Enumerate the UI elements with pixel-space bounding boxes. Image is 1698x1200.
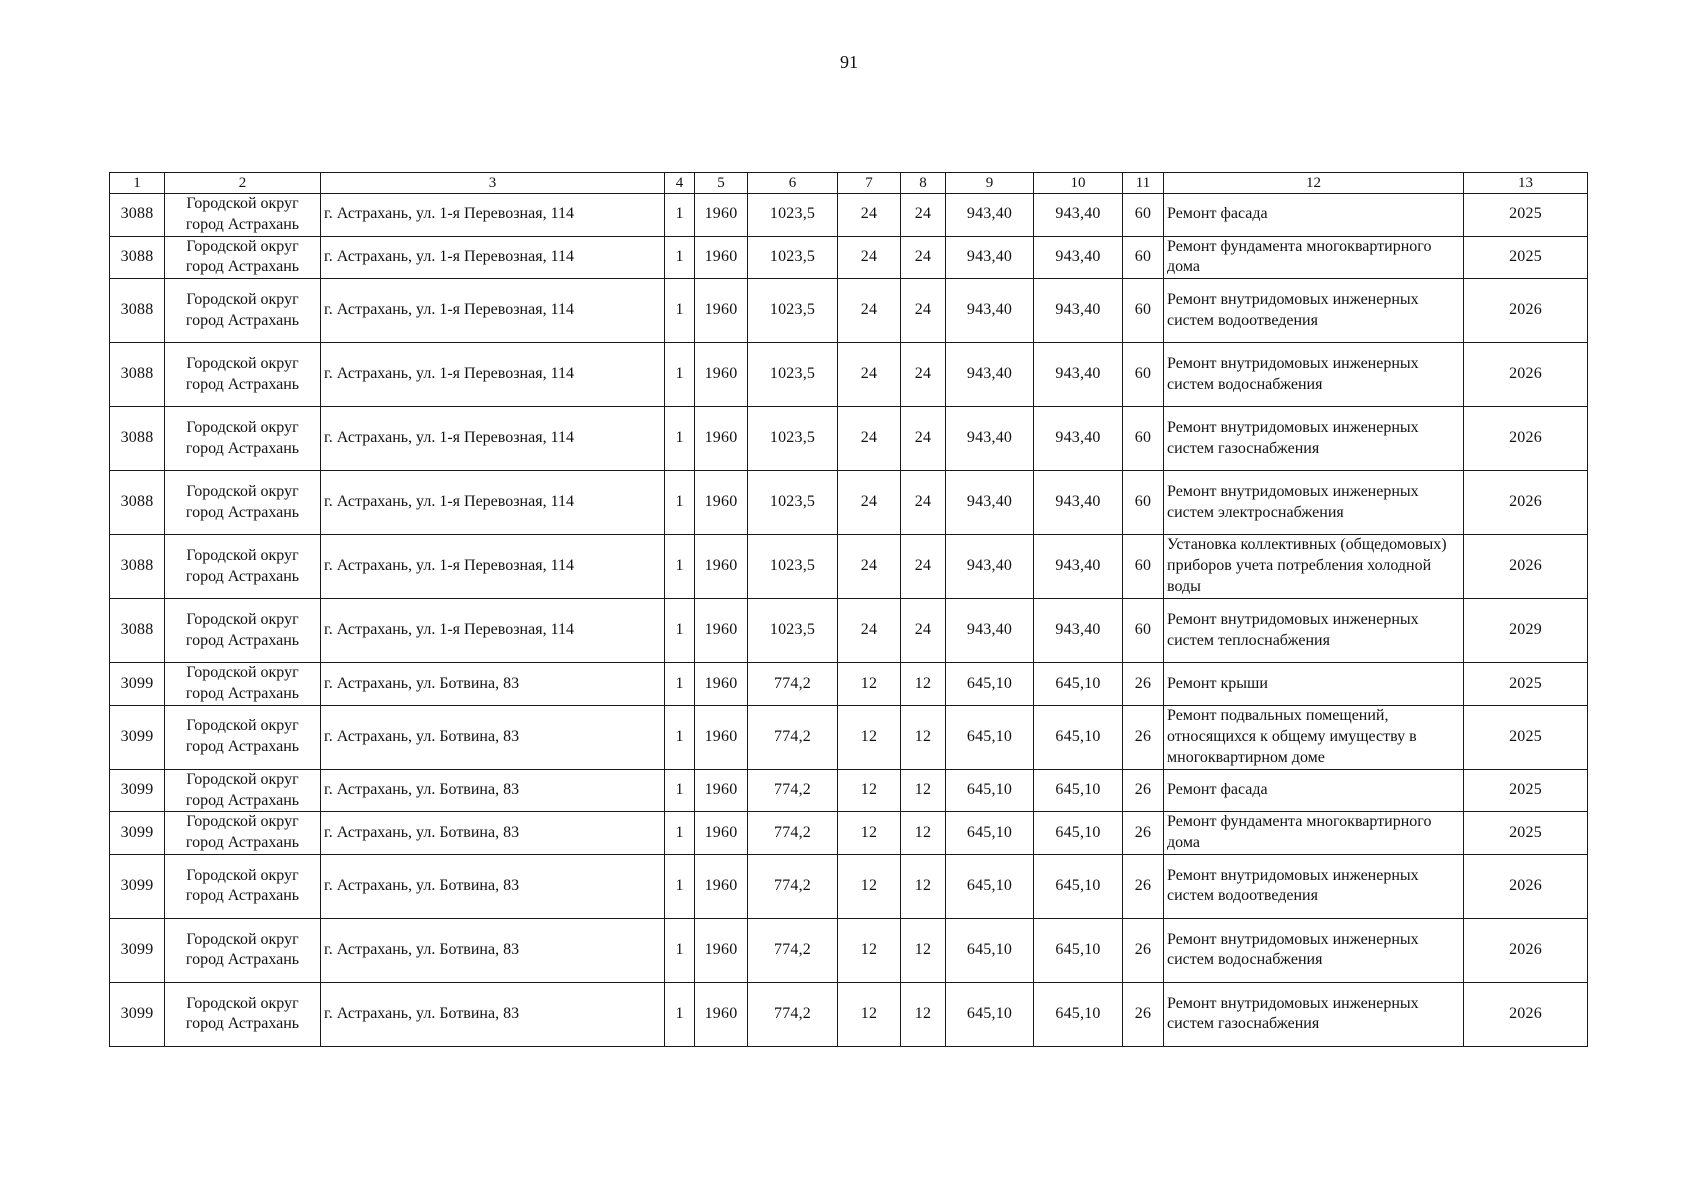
plan-year-cell: 2026 [1464, 407, 1588, 471]
table-row [110, 236, 1588, 279]
address-cell: г. Астрахань, ул. Ботвина, 83 [321, 812, 665, 855]
work-type-cell: Ремонт фасада [1164, 769, 1464, 812]
work-type-cell: Ремонт внутридомовых инженерных систем газоснабжения [1164, 982, 1464, 1046]
col4-cell: 1 [665, 279, 695, 343]
col7-cell: 12 [838, 982, 901, 1046]
col9-cell: 943,40 [946, 535, 1034, 599]
plan-year-cell: 2025 [1464, 812, 1588, 855]
col8-cell: 12 [901, 854, 946, 918]
col11-cell: 26 [1123, 854, 1164, 918]
row-id-cell: 3099 [110, 812, 165, 855]
address-cell: г. Астрахань, ул. Ботвина, 83 [321, 663, 665, 706]
address-cell: г. Астрахань, ул. Ботвина, 83 [321, 982, 665, 1046]
work-type-cell: Ремонт внутридомовых инженерных систем водоснабжения [1164, 918, 1464, 982]
plan-year-cell: 2026 [1464, 343, 1588, 407]
total-area-cell: 1023,5 [748, 471, 838, 535]
col9-cell: 645,10 [946, 982, 1034, 1046]
year-built-cell: 1960 [695, 705, 748, 769]
total-area-cell: 774,2 [748, 705, 838, 769]
address-cell: г. Астрахань, ул. Ботвина, 83 [321, 769, 665, 812]
plan-year-cell: 2026 [1464, 854, 1588, 918]
col8-cell: 12 [901, 812, 946, 855]
table-body [110, 194, 1588, 1047]
column-header: 13 [1464, 173, 1588, 194]
col9-cell: 645,10 [946, 812, 1034, 855]
column-header: 9 [946, 173, 1034, 194]
col7-cell: 24 [838, 535, 901, 599]
col8-cell: 24 [901, 343, 946, 407]
total-area-cell: 1023,5 [748, 407, 838, 471]
col9-cell: 943,40 [946, 236, 1034, 279]
col4-cell: 1 [665, 236, 695, 279]
work-type-cell: Ремонт внутридомовых инженерных систем водоснабжения [1164, 343, 1464, 407]
address-cell: г. Астрахань, ул. 1-я Перевозная, 114 [321, 236, 665, 279]
year-built-cell: 1960 [695, 343, 748, 407]
col7-cell: 12 [838, 812, 901, 855]
total-area-cell: 774,2 [748, 918, 838, 982]
work-type-cell: Ремонт внутридомовых инженерных систем электроснабжения [1164, 471, 1464, 535]
table-row [110, 918, 1588, 982]
year-built-cell: 1960 [695, 918, 748, 982]
table-row [110, 705, 1588, 769]
year-built-cell: 1960 [695, 236, 748, 279]
row-id-cell: 3088 [110, 599, 165, 663]
row-id-cell: 3088 [110, 535, 165, 599]
total-area-cell: 774,2 [748, 663, 838, 706]
col10-cell: 645,10 [1034, 769, 1123, 812]
col7-cell: 12 [838, 854, 901, 918]
municipality-cell: Городской округ город Астрахань [165, 982, 321, 1046]
year-built-cell: 1960 [695, 663, 748, 706]
col4-cell: 1 [665, 705, 695, 769]
col11-cell: 60 [1123, 599, 1164, 663]
col7-cell: 24 [838, 194, 901, 237]
col8-cell: 12 [901, 982, 946, 1046]
municipality-cell: Городской округ город Астрахань [165, 599, 321, 663]
col7-cell: 24 [838, 343, 901, 407]
col11-cell: 60 [1123, 471, 1164, 535]
col8-cell: 24 [901, 279, 946, 343]
total-area-cell: 1023,5 [748, 599, 838, 663]
column-header: 5 [695, 173, 748, 194]
column-header: 7 [838, 173, 901, 194]
col9-cell: 943,40 [946, 279, 1034, 343]
column-header: 1 [110, 173, 165, 194]
col11-cell: 60 [1123, 279, 1164, 343]
row-id-cell: 3099 [110, 982, 165, 1046]
work-type-cell: Установка коллективных (общедомовых) приборов учета потребления холодной воды [1164, 535, 1464, 599]
col10-cell: 645,10 [1034, 705, 1123, 769]
col7-cell: 24 [838, 471, 901, 535]
table-row [110, 194, 1588, 237]
col7-cell: 24 [838, 236, 901, 279]
plan-year-cell: 2025 [1464, 769, 1588, 812]
row-id-cell: 3099 [110, 705, 165, 769]
plan-year-cell: 2026 [1464, 918, 1588, 982]
col10-cell: 645,10 [1034, 663, 1123, 706]
row-id-cell: 3088 [110, 471, 165, 535]
work-type-cell: Ремонт внутридомовых инженерных систем теплоснабжения [1164, 599, 1464, 663]
col11-cell: 26 [1123, 812, 1164, 855]
col10-cell: 943,40 [1034, 236, 1123, 279]
col4-cell: 1 [665, 854, 695, 918]
work-type-cell: Ремонт внутридомовых инженерных систем водоотведения [1164, 854, 1464, 918]
municipality-cell: Городской округ город Астрахань [165, 279, 321, 343]
col11-cell: 60 [1123, 407, 1164, 471]
table-row [110, 343, 1588, 407]
address-cell: г. Астрахань, ул. Ботвина, 83 [321, 705, 665, 769]
col9-cell: 645,10 [946, 663, 1034, 706]
column-header: 4 [665, 173, 695, 194]
municipality-cell: Городской округ город Астрахань [165, 194, 321, 237]
work-type-cell: Ремонт внутридомовых инженерных систем газоснабжения [1164, 407, 1464, 471]
column-header: 8 [901, 173, 946, 194]
col4-cell: 1 [665, 407, 695, 471]
work-type-cell: Ремонт фасада [1164, 194, 1464, 237]
col8-cell: 12 [901, 705, 946, 769]
plan-year-cell: 2025 [1464, 194, 1588, 237]
col7-cell: 24 [838, 599, 901, 663]
municipality-cell: Городской округ город Астрахань [165, 535, 321, 599]
row-id-cell: 3099 [110, 854, 165, 918]
col7-cell: 24 [838, 407, 901, 471]
total-area-cell: 1023,5 [748, 343, 838, 407]
col8-cell: 24 [901, 194, 946, 237]
address-cell: г. Астрахань, ул. 1-я Перевозная, 114 [321, 407, 665, 471]
col8-cell: 24 [901, 471, 946, 535]
col4-cell: 1 [665, 471, 695, 535]
col8-cell: 24 [901, 236, 946, 279]
col10-cell: 943,40 [1034, 471, 1123, 535]
col10-cell: 943,40 [1034, 279, 1123, 343]
col4-cell: 1 [665, 599, 695, 663]
plan-year-cell: 2025 [1464, 705, 1588, 769]
work-type-cell: Ремонт фундамента многоквартирного дома [1164, 812, 1464, 855]
col4-cell: 1 [665, 982, 695, 1046]
address-cell: г. Астрахань, ул. 1-я Перевозная, 114 [321, 471, 665, 535]
page-number: 91 [840, 52, 858, 72]
municipality-cell: Городской округ город Астрахань [165, 854, 321, 918]
year-built-cell: 1960 [695, 194, 748, 237]
col10-cell: 943,40 [1034, 343, 1123, 407]
col4-cell: 1 [665, 194, 695, 237]
col9-cell: 645,10 [946, 918, 1034, 982]
table-row [110, 663, 1588, 706]
row-id-cell: 3088 [110, 236, 165, 279]
plan-year-cell: 2025 [1464, 663, 1588, 706]
col9-cell: 943,40 [946, 343, 1034, 407]
col10-cell: 645,10 [1034, 982, 1123, 1046]
plan-year-cell: 2026 [1464, 535, 1588, 599]
year-built-cell: 1960 [695, 854, 748, 918]
table-row [110, 279, 1588, 343]
municipality-cell: Городской округ город Астрахань [165, 663, 321, 706]
col7-cell: 12 [838, 663, 901, 706]
address-cell: г. Астрахань, ул. 1-я Перевозная, 114 [321, 194, 665, 237]
col10-cell: 645,10 [1034, 854, 1123, 918]
table-row [110, 407, 1588, 471]
column-header: 11 [1123, 173, 1164, 194]
col9-cell: 645,10 [946, 854, 1034, 918]
col11-cell: 26 [1123, 769, 1164, 812]
address-cell: г. Астрахань, ул. 1-я Перевозная, 114 [321, 535, 665, 599]
total-area-cell: 774,2 [748, 854, 838, 918]
col11-cell: 26 [1123, 918, 1164, 982]
col9-cell: 943,40 [946, 407, 1034, 471]
address-cell: г. Астрахань, ул. 1-я Перевозная, 114 [321, 279, 665, 343]
municipality-cell: Городской округ город Астрахань [165, 705, 321, 769]
column-header: 2 [165, 173, 321, 194]
col10-cell: 943,40 [1034, 535, 1123, 599]
total-area-cell: 1023,5 [748, 236, 838, 279]
plan-year-cell: 2025 [1464, 236, 1588, 279]
year-built-cell: 1960 [695, 535, 748, 599]
address-cell: г. Астрахань, ул. 1-я Перевозная, 114 [321, 599, 665, 663]
municipality-cell: Городской округ город Астрахань [165, 407, 321, 471]
year-built-cell: 1960 [695, 279, 748, 343]
col10-cell: 943,40 [1034, 407, 1123, 471]
total-area-cell: 1023,5 [748, 535, 838, 599]
total-area-cell: 1023,5 [748, 279, 838, 343]
col11-cell: 60 [1123, 194, 1164, 237]
col9-cell: 645,10 [946, 705, 1034, 769]
table-row [110, 599, 1588, 663]
table-row [110, 812, 1588, 855]
year-built-cell: 1960 [695, 599, 748, 663]
municipality-cell: Городской округ город Астрахань [165, 236, 321, 279]
work-type-cell: Ремонт внутридомовых инженерных систем водоотведения [1164, 279, 1464, 343]
col11-cell: 26 [1123, 982, 1164, 1046]
work-type-cell: Ремонт подвальных помещений, относящихся к общему имуществу в многоквартирном доме [1164, 705, 1464, 769]
col8-cell: 12 [901, 918, 946, 982]
municipality-cell: Городской округ город Астрахань [165, 343, 321, 407]
year-built-cell: 1960 [695, 407, 748, 471]
col9-cell: 645,10 [946, 769, 1034, 812]
total-area-cell: 774,2 [748, 769, 838, 812]
work-type-cell: Ремонт крыши [1164, 663, 1464, 706]
col8-cell: 12 [901, 663, 946, 706]
col7-cell: 12 [838, 918, 901, 982]
total-area-cell: 774,2 [748, 982, 838, 1046]
col7-cell: 12 [838, 705, 901, 769]
col9-cell: 943,40 [946, 194, 1034, 237]
col8-cell: 24 [901, 599, 946, 663]
table-row [110, 471, 1588, 535]
column-header: 10 [1034, 173, 1123, 194]
row-id-cell: 3088 [110, 194, 165, 237]
col9-cell: 943,40 [946, 471, 1034, 535]
total-area-cell: 774,2 [748, 812, 838, 855]
table-row [110, 769, 1588, 812]
col8-cell: 24 [901, 535, 946, 599]
col11-cell: 60 [1123, 535, 1164, 599]
col11-cell: 26 [1123, 663, 1164, 706]
table-row [110, 535, 1588, 599]
plan-year-cell: 2029 [1464, 599, 1588, 663]
column-header: 6 [748, 173, 838, 194]
col10-cell: 645,10 [1034, 918, 1123, 982]
plan-year-cell: 2026 [1464, 279, 1588, 343]
address-cell: г. Астрахань, ул. 1-я Перевозная, 114 [321, 343, 665, 407]
col7-cell: 12 [838, 769, 901, 812]
col10-cell: 943,40 [1034, 599, 1123, 663]
col10-cell: 645,10 [1034, 812, 1123, 855]
row-id-cell: 3099 [110, 769, 165, 812]
municipality-cell: Городской округ город Астрахань [165, 769, 321, 812]
year-built-cell: 1960 [695, 769, 748, 812]
row-id-cell: 3088 [110, 343, 165, 407]
col4-cell: 1 [665, 918, 695, 982]
col4-cell: 1 [665, 343, 695, 407]
col11-cell: 60 [1123, 236, 1164, 279]
municipality-cell: Городской округ город Астрахань [165, 471, 321, 535]
plan-year-cell: 2026 [1464, 471, 1588, 535]
column-header: 3 [321, 173, 665, 194]
work-type-cell: Ремонт фундамента многоквартирного дома [1164, 236, 1464, 279]
address-cell: г. Астрахань, ул. Ботвина, 83 [321, 918, 665, 982]
row-id-cell: 3088 [110, 279, 165, 343]
row-id-cell: 3088 [110, 407, 165, 471]
table-row [110, 982, 1588, 1046]
year-built-cell: 1960 [695, 471, 748, 535]
col11-cell: 60 [1123, 343, 1164, 407]
col7-cell: 24 [838, 279, 901, 343]
col4-cell: 1 [665, 535, 695, 599]
table-row [110, 854, 1588, 918]
year-built-cell: 1960 [695, 812, 748, 855]
column-number-row [110, 173, 1588, 194]
row-id-cell: 3099 [110, 663, 165, 706]
total-area-cell: 1023,5 [748, 194, 838, 237]
plan-year-cell: 2026 [1464, 982, 1588, 1046]
col8-cell: 24 [901, 407, 946, 471]
municipality-cell: Городской округ город Астрахань [165, 812, 321, 855]
column-header: 12 [1164, 173, 1464, 194]
col4-cell: 1 [665, 812, 695, 855]
col10-cell: 943,40 [1034, 194, 1123, 237]
col4-cell: 1 [665, 769, 695, 812]
capital-repair-table [109, 172, 1588, 1047]
col8-cell: 12 [901, 769, 946, 812]
row-id-cell: 3099 [110, 918, 165, 982]
municipality-cell: Городской округ город Астрахань [165, 918, 321, 982]
address-cell: г. Астрахань, ул. Ботвина, 83 [321, 854, 665, 918]
col11-cell: 26 [1123, 705, 1164, 769]
year-built-cell: 1960 [695, 982, 748, 1046]
col9-cell: 943,40 [946, 599, 1034, 663]
col4-cell: 1 [665, 663, 695, 706]
